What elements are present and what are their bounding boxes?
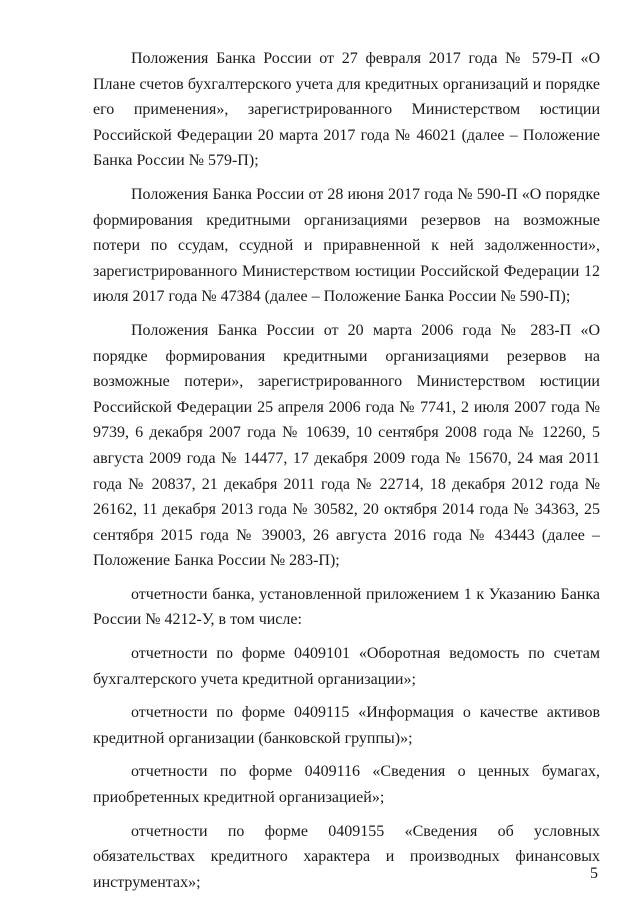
paragraph-regulation-579p: Положения Банка России от 27 февраля 2017 года № 579-П «О Плане счетов бухгалтерского учета для кредитных организаций и порядке его применения», зарегистрированного Министерством юстиции Российской Федерации 20 марта 2017 года № 46021 (далее – Положение Банка России № 579-П); bbox=[93, 50, 600, 170]
paragraph-form-0409155: отчетности по форме 0409155 «Сведения об условных обязательствах кредитного характера и производных финансовых инструментах»; bbox=[93, 822, 600, 891]
paragraph-form-0409115: отчетности по форме 0409115 «Информация о качестве активов кредитной организации (банковской группы)»; bbox=[93, 704, 600, 747]
paragraph-regulation-283p: Положения Банка России от 20 марта 2006 года № 283-П «О порядке формирования кредитными организациями резервов на возможные потери», зарегистрированного Министерством юстиции Российской Федерации 25 апреля 2006 года № 7741, 2 июля 2007 года № 9739, 6 декабря 2007 года № 10639, 10 сентября 2008 года № 12260, 5 августа 2009 года № 14477, 17 декабря 2009 года № 15670, 24 мая 2011 года № 20837, 21 декабря 2011 года № 22714, 18 декабря 2012 года № 26162, 11 декабря 2013 года № 30582, 20 октября 2014 года № 34363, 25 сентября 2015 года № 39003, 26 августа 2016 года № 43443 (далее – Положение Банка России № 283-П); bbox=[93, 321, 600, 570]
paragraph-form-0409116: отчетности по форме 0409116 «Сведения о ценных бумагах, приобретенных кредитной организацией»; bbox=[93, 763, 600, 807]
paragraph-form-0409101: отчетности по форме 0409101 «Оборотная ведомость по счетам бухгалтерского учета кредитной организации»; bbox=[93, 645, 600, 688]
document-body bbox=[93, 46, 600, 903]
paragraph-regulation-590p: Положения Банка России от 28 июня 2017 года № 590-П «О порядке формирования кредитными организациями резервов на возможные потери по ссудам, ссудной и приравненной к ней задолженности», зарегистрированного Министерством юстиции Российской Федерации 12 июля 2017 года № 47384 (далее – Положение Банка России № 590-П); bbox=[93, 185, 600, 306]
page-number: 5 bbox=[590, 865, 598, 882]
paragraph-bank-reporting: отчетности банка, установленной приложением 1 к Указанию Банка России № 4212-У, в том числе: bbox=[93, 585, 600, 629]
